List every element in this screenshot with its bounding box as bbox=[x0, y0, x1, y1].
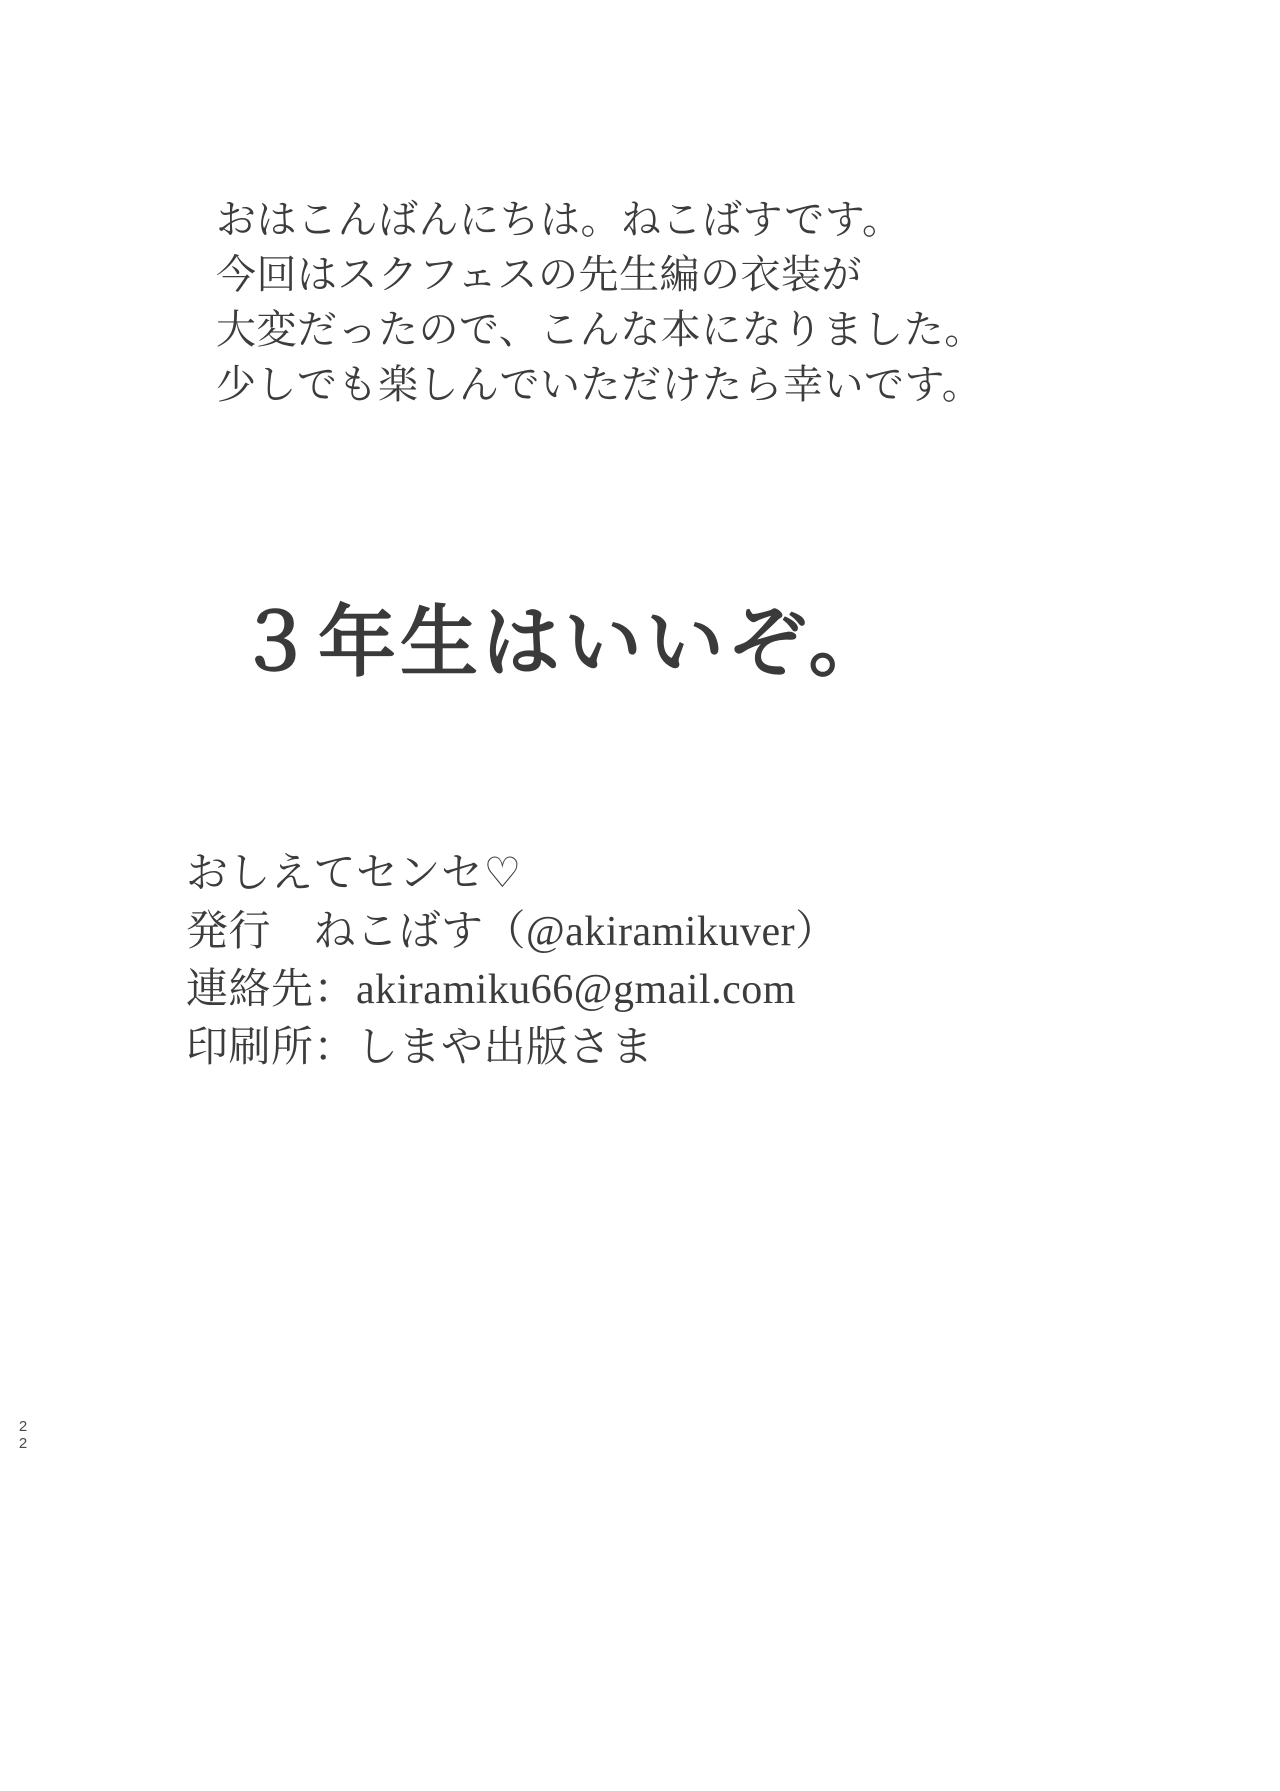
colophon-printer: 印刷所：しまや出版さま bbox=[186, 1025, 654, 1071]
headline-text: ３年生はいいぞ。 bbox=[236, 599, 891, 686]
page-number bbox=[14, 1418, 32, 1452]
afterword-line: おはこんばんにちは。ねこばすです。 bbox=[216, 197, 903, 242]
colophon-publisher: 発行 ねこばす（@akiramikuver） bbox=[186, 909, 838, 955]
colophon-title: おしえてセンセ♡ bbox=[186, 851, 522, 897]
colophon-block bbox=[186, 845, 1126, 1077]
afterword-block bbox=[216, 192, 1096, 412]
afterword-line: 少しでも楽しんでいただけたら幸いです。 bbox=[216, 362, 983, 407]
colophon-contact: 連絡先：akiramiku66@gmail.com bbox=[186, 967, 796, 1013]
afterword-line: 大変だったので、こんな本になりました。 bbox=[216, 307, 985, 352]
afterword-line: 今回はスクフェスの先生編の衣装が bbox=[216, 252, 862, 297]
page-number-digit-top: 2 bbox=[18, 1418, 28, 1435]
page-number-digit-bottom: 2 bbox=[18, 1435, 28, 1452]
